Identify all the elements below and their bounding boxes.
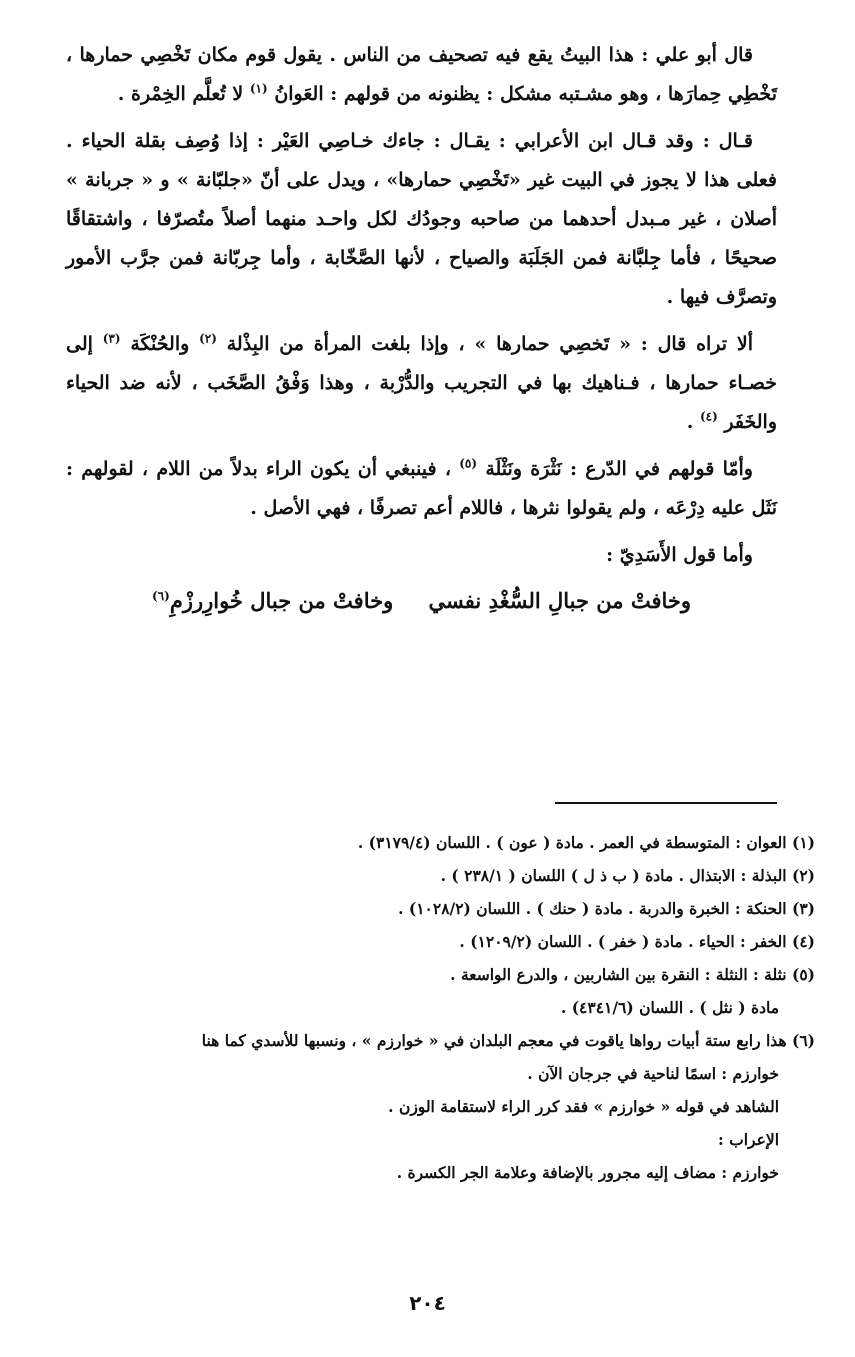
paragraph-dir: [66, 450, 777, 528]
footnote-separator: [555, 802, 777, 804]
paragraph-text: لا تُعلَّم الخِمْرة .: [117, 83, 244, 105]
footnote: (٥) نثلة : النثلة : النقرة بين الشاربين ، والدرع الواسعة .: [450, 965, 815, 984]
paragraph-text: إلى خصـاء حمارها ، فـناهيك بها في التجريب والدُّرْبة ، وهذا وَفْقُ الصَّخَب ، لأنه ضد الحياء والخَفَر: [66, 333, 777, 433]
footnote-ref: (٣): [102, 331, 121, 346]
paragraph-text: قال أبو علي : هذا البيتُ يقع فيه تصحيف من الناس . يقول قوم مكان تَخْصِي حمارها ، تَخْطِي حِمارَها ، وهو مشـتبه مشكل : يظنونه من قولهم : العَوانُ: [66, 44, 777, 105]
footnote-ref: (١): [249, 81, 268, 96]
footnote-ref: (٤): [699, 409, 718, 424]
paragraph-asadi: [66, 536, 777, 575]
footnote-continuation: الإعراب :: [718, 1130, 779, 1149]
main-text: [66, 36, 777, 623]
paragraph-text: وأما قول الأَسَدِيّ :: [606, 544, 753, 566]
poetry-verse: [66, 579, 777, 623]
footnote-ref: (٢): [199, 331, 217, 346]
footnote-continuation: الشاهد في قوله « خوارزم » فقد كرر الراء لاستقامة الوزن .: [388, 1097, 779, 1116]
paragraph-text: وأمّا قولهم في الدّرع : نَثْرَة ونَثْلَة: [485, 458, 753, 480]
paragraph-abu-ali: [66, 36, 777, 114]
footnote-continuation: خوارزم : اسمًا لناحية في جرجان الآن .: [527, 1064, 779, 1083]
verse-hemistich-first: وخافتْ من جبالِ السُّغْدِ نفسي: [428, 588, 692, 613]
footnote: (٤) الخفر : الحياء . مادة ( خفر ) . اللسان (١٢٠٩/٢) .: [459, 932, 815, 951]
footnote: (٢) البذلة : الابتذال . مادة ( ب ذ ل ) اللسان ( ٢٣٨/١ ) .: [440, 866, 815, 885]
footnote: (١) العوان : المتوسطة في العمر . مادة ( عون ) . اللسان (٣١٧٩/٤) .: [357, 833, 815, 852]
paragraph-ibn-alarabi: [66, 122, 777, 317]
paragraph-text: والحُنْكَة: [130, 333, 190, 355]
verse-hemistich-second: [152, 579, 393, 623]
verse-hemistich-text: وخافتْ من جبال خُوارِرزْمِ: [169, 588, 394, 613]
footnote: (٦) هذا رابع ستة أبيات رواها ياقوت في معجم البلدان في « خوارزم » ، ونسبها للأسدي كما هنا: [201, 1031, 815, 1050]
footnotes: [40, 826, 815, 1189]
footnote: (٣) الحنكة : الخبرة والدربة . مادة ( حنك ) . اللسان (١٠٢٨/٢) .: [398, 899, 815, 918]
footnote-continuation: خوارزم : مضاف إليه مجرور بالإضافة وعلامة الجر الكسرة .: [396, 1163, 779, 1182]
paragraph-tarah: [66, 325, 777, 442]
paragraph-text: ، فينبغي أن يكون الراء بدلاً من اللام ، لقولهم : نَثَل عليه دِرْعَه ، ولم يقولوا نثرها ، فاللام أعم تصرفًا ، فهي الأصل .: [66, 458, 777, 519]
paragraph-text: قـال : وقد قـال ابن الأعرابي : يقـال : جاءك خـاصِي العَيْر : إذا وُصِف بقلة الحياء . فعلى هذا لا يجوز في البيت غير «تَخْصِي حمارها» ، ويدل على أنّ «جلبّانة » و « جربانة » أصلان ، غير مـبدل أحدهما من صاحبه وجودُك لكل واحـد منهما أصلاً متُصرّفا ، واشتقاقًا صحيحًا ، فأما جِلبَّانة فمن الجَلَبَة والصياح ، لأنها الصَّخّابة ، وأما جِربّانة فمن جرَّب الأمور وتصرَّف فيها .: [66, 130, 777, 308]
page-number: ٢٠٤: [409, 1291, 446, 1315]
footnote-ref: (٥): [459, 456, 478, 471]
paragraph-text: .: [686, 411, 694, 433]
footnote-ref: (٦): [151, 589, 170, 603]
footnote-continuation: مادة ( نثل ) . اللسان (٤٣٤١/٦) .: [560, 998, 779, 1017]
paragraph-text: ألا تراه قال : « تَخصِي حمارها » ، وإذا بلغت المرأة من البِذْلة: [226, 333, 753, 355]
